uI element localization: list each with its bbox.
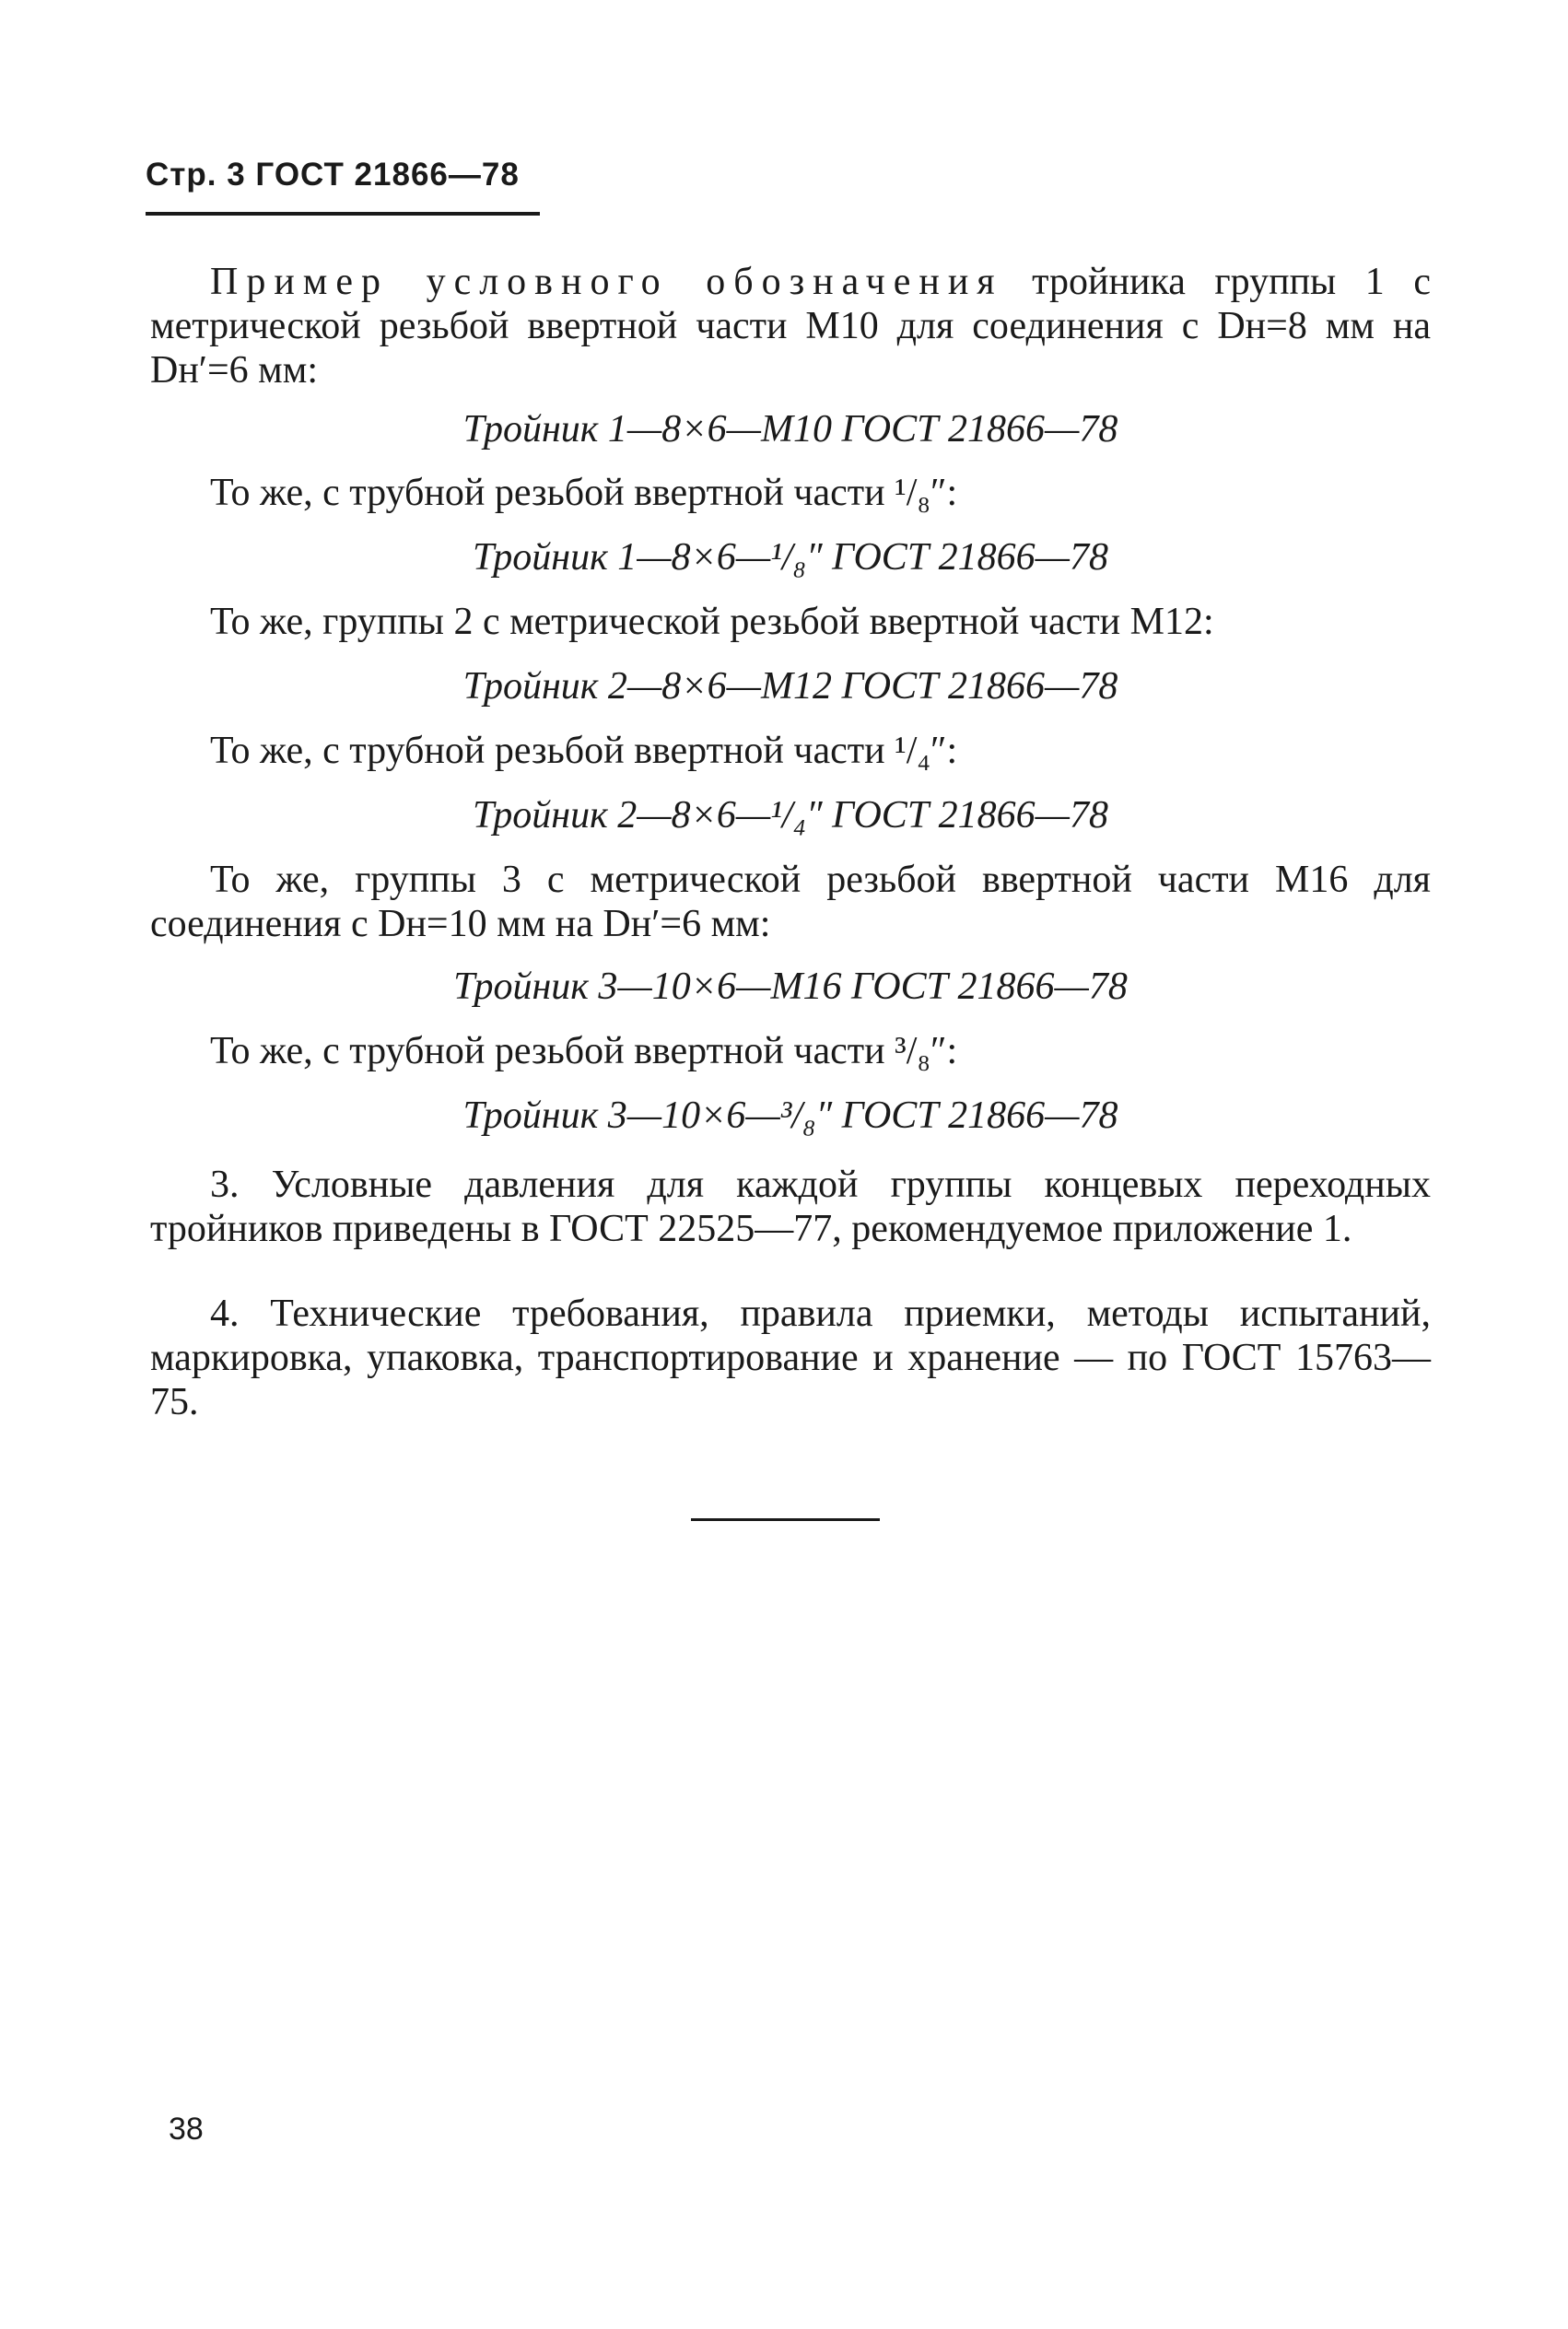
example-note-4: То же, с трубной резьбой ввертной части ¹/₄″: [210,730,958,772]
header-rule [146,212,540,216]
example-note-6: То же, с трубной резьбой ввертной части ³/₈″: [210,1030,958,1072]
intro-lead: Пример условного обозначения [210,261,1003,303]
item-4: 4. Технические требования, правила приемки, методы испытаний, маркировка, упаковка, транспортирование и хранение — по ГОСТ 15763—75. [150,1293,1431,1423]
intro-paragraph [150,260,1431,392]
example-designation-4: Тройник 2—8×6—¹/₄″ ГОСТ 21866—78 [472,794,1109,837]
page-header: Стр. 3 ГОСТ 21866—78 [146,157,520,193]
page-number: 38 [169,2112,204,2147]
example-note-3: То же, группы 2 с метрической резьбой ввертной части М12: [210,601,1214,643]
example-designation-5: Тройник 3—10×6—М16 ГОСТ 21866—78 [453,966,1128,1008]
intro-text: тройника группы 1 с метрической резьбой ввертной части М10 для соединения с Dн=8 мм на Dн′=6 мм: [150,261,1431,392]
item-3: 3. Условные давления для каждой группы концевых переходных тройников приведены в ГОСТ 22525—77, рекомендуемое приложение 1. [150,1164,1431,1250]
example-note-5: То же, группы 3 с метрической резьбой ввертной части М16 для соединения с Dн=10 мм на Dн′=6 мм: [150,859,1431,945]
example-designation-1: Тройник 1—8×6—М10 ГОСТ 21866—78 [462,408,1118,451]
end-divider [691,1518,880,1521]
example-designation-3: Тройник 2—8×6—М12 ГОСТ 21866—78 [462,665,1118,708]
example-designation-2: Тройник 1—8×6—¹/₈″ ГОСТ 21866—78 [472,536,1109,579]
example-note-2: То же, с трубной резьбой ввертной части ¹/₈″: [210,472,958,514]
example-designation-6: Тройник 3—10×6—³/₈″ ГОСТ 21866—78 [462,1094,1118,1137]
